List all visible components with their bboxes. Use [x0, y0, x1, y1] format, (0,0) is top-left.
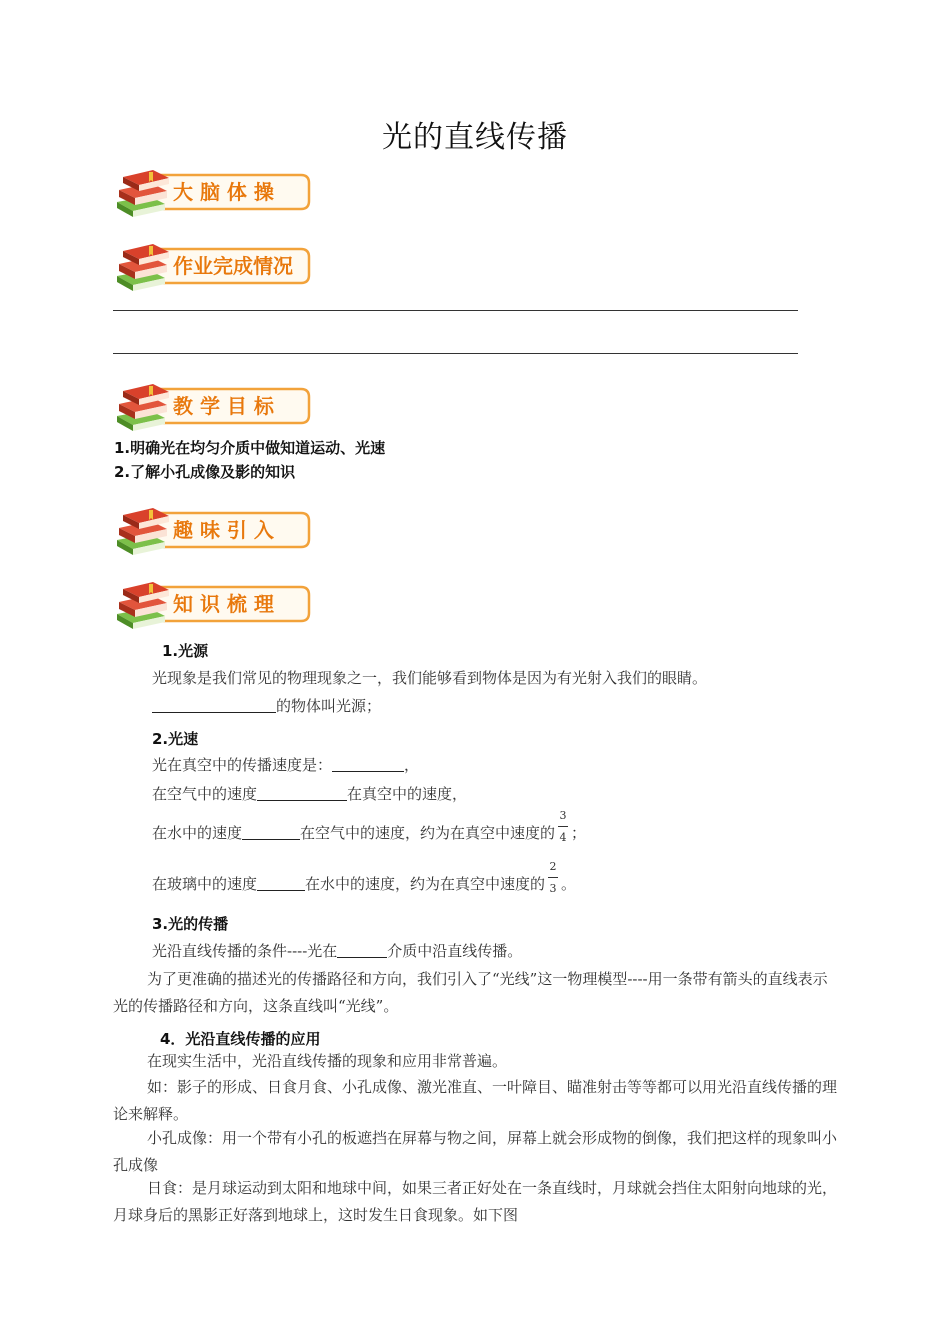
section-banner-label: 教 学 目 标	[173, 394, 274, 418]
blank[interactable]	[257, 874, 305, 891]
fill-in-line	[152, 810, 586, 847]
section-banner-label: 大 脑 体 操	[173, 180, 274, 204]
goal-item: 2.了解小孔成像及影的知识	[114, 463, 296, 481]
blank[interactable]	[257, 784, 347, 801]
section-banner-knowledge	[113, 578, 313, 630]
fraction	[557, 810, 569, 844]
text: 的物体叫光源；	[276, 697, 382, 715]
numerator: 3	[559, 809, 567, 822]
paragraph: 光现象是我们常见的物理现象之一，我们能够看到物体是因为有光射入我们的眼睛。	[152, 669, 708, 687]
answer-line	[113, 353, 798, 354]
heading-application: 4．光沿直线传播的应用	[160, 1030, 321, 1048]
section-banner-label: 知 识 梳 理	[173, 592, 274, 616]
paragraph: 在现实生活中，光沿直线传播的现象和应用非常普遍。	[147, 1052, 508, 1070]
fill-in-line	[152, 937, 522, 965]
denominator: 4	[559, 831, 567, 844]
numerator: 2	[549, 860, 557, 873]
text: 在水中的速度，约为在真空中速度的	[305, 875, 546, 893]
heading-light-speed: 2.光速	[152, 730, 199, 748]
blank[interactable]	[337, 941, 387, 958]
section-banner-homework	[113, 240, 313, 292]
heading-propagation: 3.光的传播	[152, 915, 229, 933]
heading-light-source: 1.光源	[162, 642, 209, 660]
fill-in-line	[152, 751, 419, 779]
text: 在空气中的速度，约为在真空中速度的	[300, 824, 556, 842]
blank[interactable]	[332, 755, 404, 772]
text: 光在真空中的传播速度是：	[152, 756, 333, 774]
fill-in-line	[152, 780, 467, 808]
text: ；	[571, 824, 587, 842]
paragraph: 小孔成像：用一个带有小孔的板遮挡在屏幕与物之间，屏幕上就会形成物的倒像，我们把这样的现象叫小孔成像	[113, 1129, 838, 1174]
denominator: 3	[549, 882, 557, 895]
text: 光沿直线传播的条件----光在	[152, 942, 338, 960]
goal-item: 1.明确光在均匀介质中做知道运动、光速	[114, 439, 386, 457]
fill-in-line	[152, 861, 576, 898]
text: 在空气中的速度	[152, 785, 258, 803]
section-banner-label: 作业完成情况	[173, 254, 293, 278]
page-title: 光的直线传播	[382, 120, 568, 155]
answer-line	[113, 310, 798, 311]
text: ，	[404, 756, 420, 774]
section-banner-teaching-goals	[113, 380, 313, 432]
blank[interactable]	[242, 823, 300, 840]
text: 在玻璃中的速度	[152, 875, 258, 893]
text: 在真空中的速度，	[347, 785, 468, 803]
paragraph: 日食：是月球运动到太阳和地球中间，如果三者正好处在一条直线时，月球就会挡住太阳射向地球的光，月球身后的黑影正好落到地球上，这时发生日食现象。如下图	[113, 1179, 838, 1224]
fill-in-line	[152, 692, 381, 720]
section-banner-label: 趣 味 引 入	[173, 518, 274, 542]
text: 在水中的速度	[152, 824, 243, 842]
paragraph: 为了更准确的描述光的传播路径和方向，我们引入了“光线”这一物理模型----用一条带有箭头的直线表示光的传播路径和方向，这条直线叫“光线”。	[113, 970, 828, 1015]
blank[interactable]	[152, 696, 276, 713]
section-banner-brain-exercise	[113, 166, 313, 218]
section-banner-fun-intro	[113, 504, 313, 556]
text: 。	[561, 875, 577, 893]
paragraph: 如：影子的形成、日食月食、小孔成像、激光准直、一叶障目、瞄准射击等等都可以用光沿直线传播的理论来解释。	[113, 1078, 838, 1123]
text: 介质中沿直线传播。	[387, 942, 523, 960]
fraction	[547, 861, 559, 895]
